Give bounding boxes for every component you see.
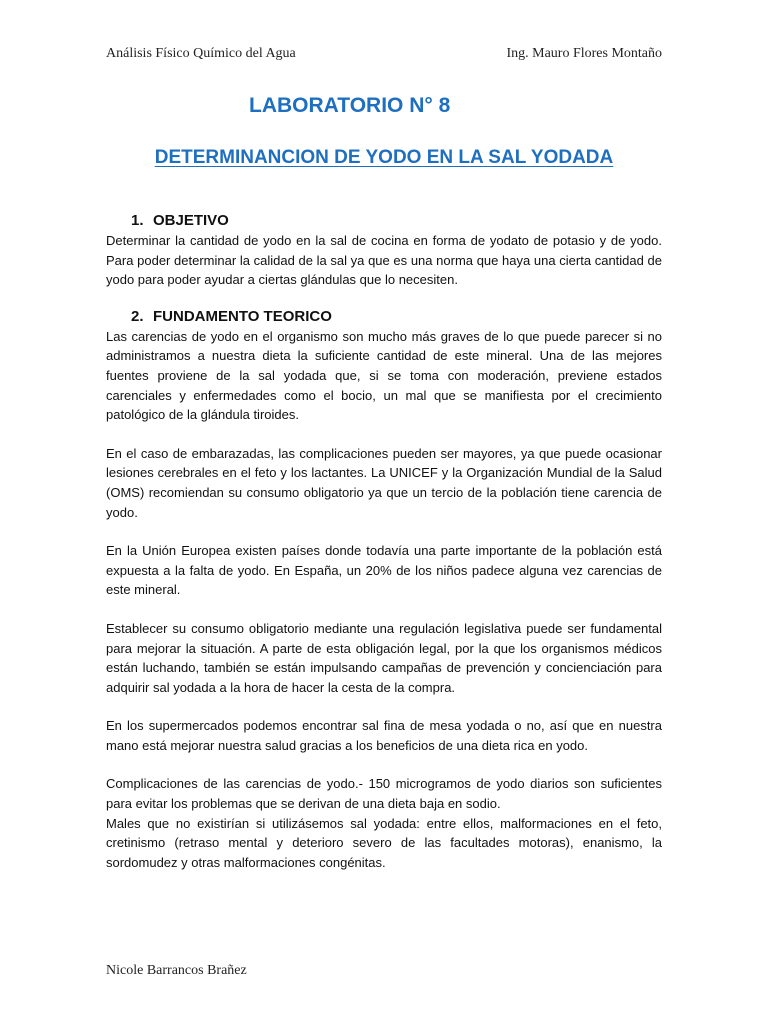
paragraph: Complicaciones de las carencias de yodo.- 150 microgramos de yodo diarios son suficientes para evitar los problemas que se derivan de una dieta baja en sodio.: [106, 776, 662, 812]
footer-author-name: Nicole Barrancos Brañez: [106, 963, 247, 978]
section-number: 1.: [131, 212, 144, 229]
document-main-title: DETERMINANCION DE YODO EN LA SAL YODADA: [154, 147, 614, 168]
paragraph: En la Unión Europea existen países donde todavía una parte importante de la población está expuesta a la falta de yodo. En España, un 20% de los niños padece alguna vez carencias de este mineral.: [106, 543, 662, 598]
header-instructor-name: Ing. Mauro Flores Montaño: [506, 46, 662, 61]
paragraph: En los supermercados podemos encontrar sal fina de mesa yodada o no, así que en nuestra mano está mejorar nuestra salud gracias a los beneficios de una dieta rica en yodo.: [106, 718, 662, 753]
section-title: OBJETIVO: [153, 212, 229, 229]
paragraph: En el caso de embarazadas, las complicaciones pueden ser mayores, ya que puede ocasionar lesiones cerebrales en el feto y los lactantes. La UNICEF y la Organización Mundial de la Salud (OMS) recomiendan su consumo obligatorio ya que un tercio de la población tiene carencia de yodo.: [106, 445, 662, 520]
paragraph: Males que no existirían si utilizásemos sal yodada: entre ellos, malformaciones en el feto, cretinismo (retraso mental y deterioro severo de las facultades motoras), enanismo, la sordomudez y otras malformaciones congénitas.: [106, 815, 662, 870]
lab-number-title: LABORATORIO N° 8: [249, 94, 451, 117]
paragraph: Determinar la cantidad de yodo en la sal de cocina en forma de yodato de potasio y de yodo. Para poder determinar la calidad de la sal ya que es una norma que haya una cierta cantidad de yodo para poder ayudar a ciertas glándulas que lo necesiten.: [106, 233, 662, 288]
header-course-title: Análisis Físico Químico del Agua: [106, 46, 296, 61]
section-heading-fundamento: [106, 307, 662, 327]
section-number: 2.: [131, 307, 144, 325]
document-body: [106, 211, 662, 891]
paragraph: Establecer su consumo obligatorio mediante una regulación legislativa puede ser fundamental para mejorar la situación. A parte de esta obligación legal, por la que los organismos médicos están luchando, también se están impulsando campañas de prevención y concienciación para adquirir sal yodada a la hora de hacer la cesta de la compra.: [106, 620, 662, 695]
section-title: FUNDAMENTO TEORICO: [153, 307, 332, 325]
section-heading-objetivo: [106, 211, 662, 231]
paragraph: Las carencias de yodo en el organismo son mucho más graves de lo que puede parecer si no administramos a nuestra dieta la suficiente cantidad de este mineral. Una de las mejores fuentes proviene de la sal yodada que, si se toma con moderación, previene estados carenciales y enfermedades como el bocio, un mal que se manifiesta por el crecimiento patológico de la glándula tiroides.: [106, 328, 662, 423]
